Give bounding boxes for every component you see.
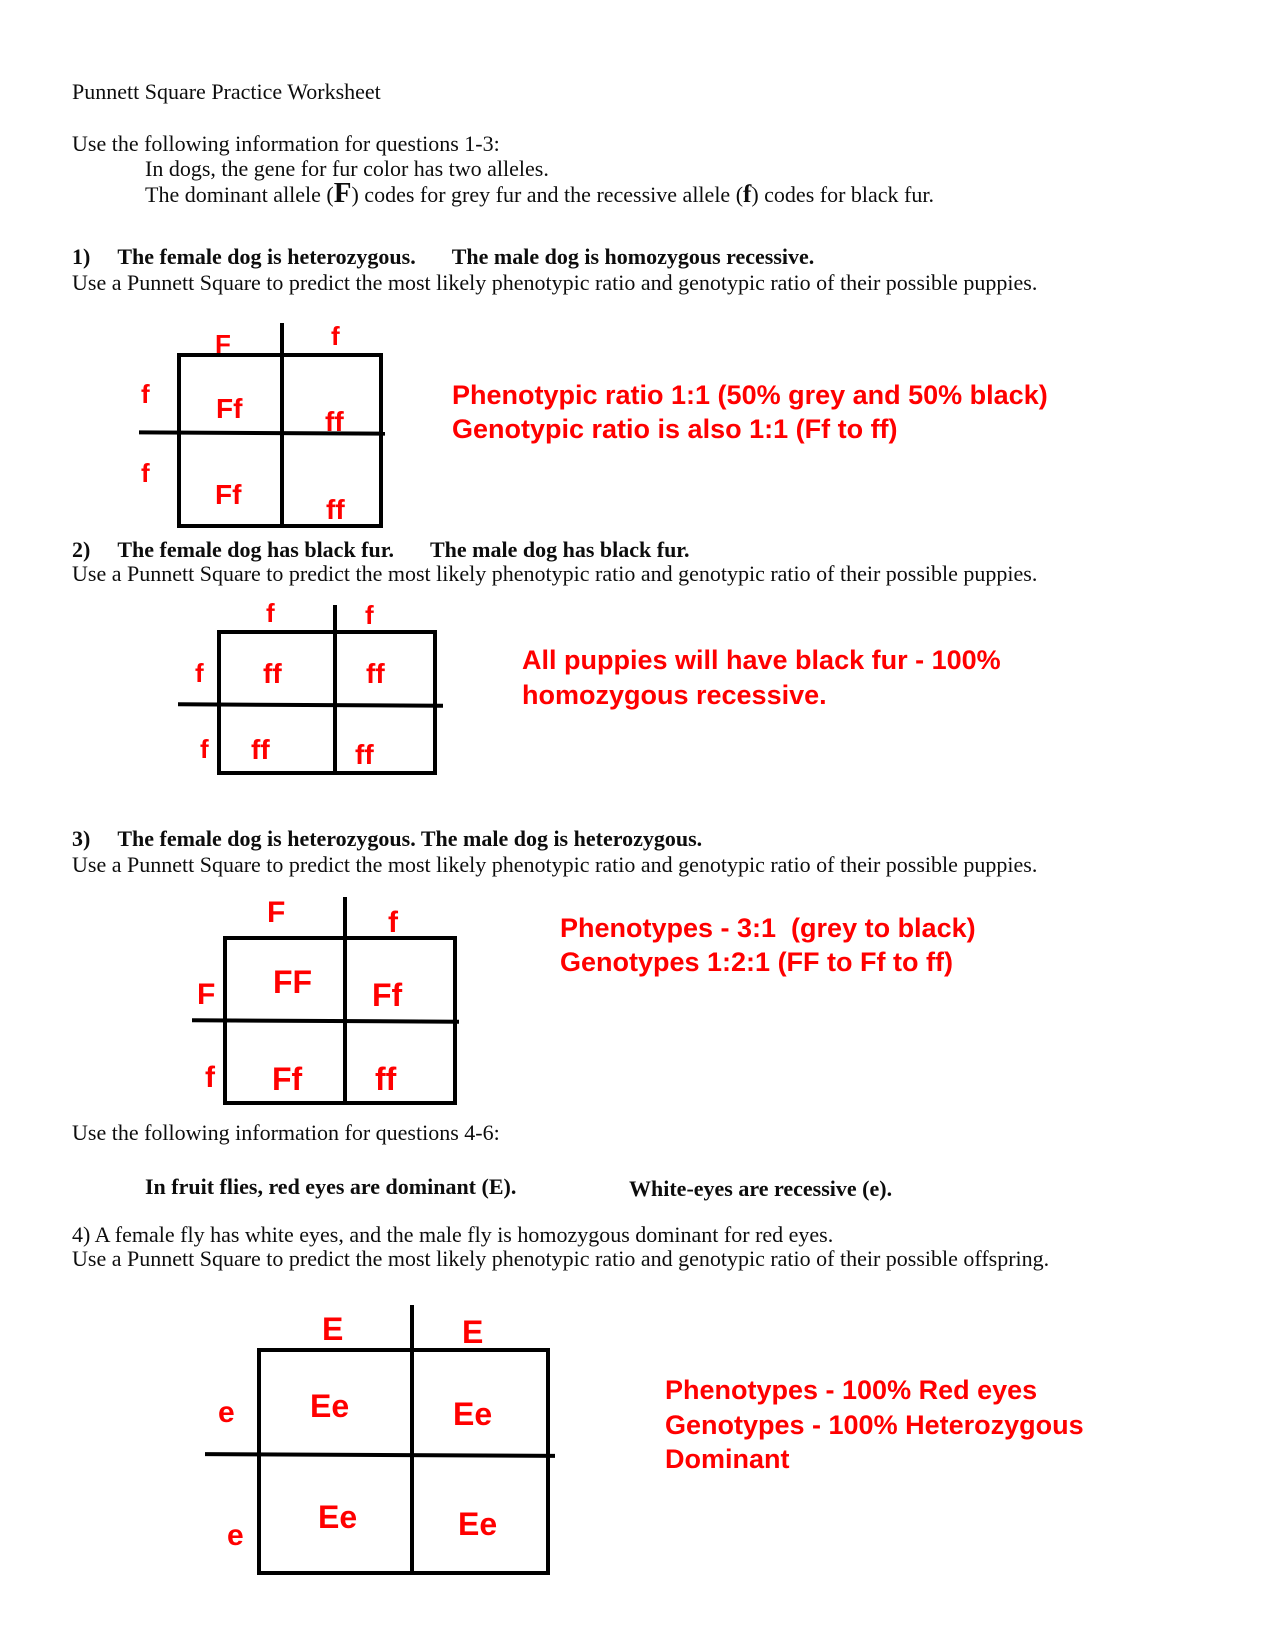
dominant-allele-symbol: F [333,177,352,209]
sq2-row-header-2: f [200,734,209,764]
sq2-cell-2-1: ff [251,734,270,765]
q4-answer-line-1: Phenotypes - 100% Red eyes [665,1375,1038,1405]
q2-instruction: Use a Punnett Square to predict the most likely phenotypic ratio and genotypic ratio of their possible puppies. [72,561,1038,586]
sq3-vertical-line [343,897,347,1105]
intro-line-3-post: ) codes for black fur. [751,182,934,207]
sq3-col-header-2: f [388,906,398,939]
flies-info-recessive: White-eyes are recessive (e). [629,1176,893,1201]
sq4-row-header-1: e [218,1396,235,1429]
page-title: Punnett Square Practice Worksheet [72,79,381,104]
q2-number: 2) [72,537,91,562]
q3-statement-1: The female dog is heterozygous. The male dog is heterozygous. [117,826,703,851]
sq3-row-header-1: F [197,978,216,1011]
sq1-vertical-line [280,323,284,528]
q2-statement-2: The male dog has black fur. [429,537,690,562]
sq3-cell-2-1: Ff [272,1061,303,1097]
punnett-square-1 [139,323,399,533]
q1-heading [72,244,814,269]
sq1-row-header-2: f [141,458,150,488]
q4-answer-line-3: Dominant [665,1444,790,1474]
sq4-col-header-1: E [322,1311,344,1347]
punnett-square-3 [192,897,472,1112]
q2-answer-line-2: homozygous recessive. [522,680,827,710]
q2-heading [72,537,690,562]
intro-line-3-mid: ) codes for grey fur and the recessive allele ( [351,182,744,207]
sq1-col-header-1: F [215,329,231,359]
sq2-cell-1-2: ff [366,658,385,689]
sq1-cell-2-1: Ff [215,479,242,510]
sq2-cell-1-1: ff [263,658,282,689]
sq3-cell-2-2: ff [375,1061,397,1097]
sq3-cell-1-1: FF [273,964,313,1000]
sq2-col-header-2: f [365,600,374,630]
flies-info-dominant: In fruit flies, red eyes are dominant (E). [145,1174,517,1199]
sq2-col-header-1: f [266,598,275,628]
sq4-row-header-2: e [227,1519,244,1552]
info-questions-4-6: Use the following information for questions 4-6: [72,1120,500,1145]
q1-statement-2: The male dog is homozygous recessive. [451,244,815,269]
sq4-cell-1-2: Ee [453,1396,493,1432]
q1-statement-1: The female dog is heterozygous. [117,244,416,269]
sq4-vertical-line [410,1305,414,1575]
punnett-square-2 [178,600,448,780]
q1-instruction: Use a Punnett Square to predict the most likely phenotypic ratio and genotypic ratio of their possible puppies. [72,270,1038,295]
q3-number: 3) [72,826,91,851]
q1-answer-line-2: Genotypic ratio is also 1:1 (Ff to ff) [452,414,898,444]
q3-heading [72,826,702,851]
q3-answer-line-1: Phenotypes - 3:1 (grey to black) [560,913,976,943]
sq4-cell-2-2: Ee [458,1506,498,1542]
sq2-vertical-line [333,605,337,775]
sq1-cell-1-2: ff [325,406,344,437]
q4-statement: 4) A female fly has white eyes, and the male fly is homozygous dominant for red eyes. [72,1222,834,1247]
sq1-cell-1-1: Ff [216,393,243,424]
q4-answer-line-2: Genotypes - 100% Heterozygous [665,1410,1084,1440]
intro-line-3 [145,177,934,209]
q1-answer-line-1: Phenotypic ratio 1:1 (50% grey and 50% black) [452,380,1048,410]
q3-instruction: Use a Punnett Square to predict the most likely phenotypic ratio and genotypic ratio of their possible puppies. [72,852,1038,877]
sq4-cell-1-1: Ee [310,1388,350,1424]
intro-line-3-pre: The dominant allele ( [145,182,334,207]
sq1-col-header-2: f [331,321,340,351]
sq3-cell-1-2: Ff [372,977,403,1013]
sq2-row-header-1: f [195,658,204,688]
sq3-col-header-1: F [267,896,286,929]
q3-answer-line-2: Genotypes 1:2:1 (FF to Ff to ff) [560,947,953,977]
sq3-row-header-2: f [205,1061,215,1094]
punnett-square-4 [205,1305,565,1580]
sq1-row-header-1: f [141,379,150,409]
intro-line-2: In dogs, the gene for fur color has two alleles. [145,156,549,181]
sq1-cell-2-2: ff [326,494,345,525]
recessive-allele-symbol: f [743,181,752,208]
sq4-cell-2-1: Ee [318,1499,358,1535]
q1-number: 1) [72,244,91,269]
sq1-horizontal-line [139,430,385,435]
q2-answer-line-1: All puppies will have black fur - 100% [522,645,1001,675]
sq4-col-header-2: E [462,1314,484,1350]
q4-instruction: Use a Punnett Square to predict the most likely phenotypic ratio and genotypic ratio of their possible offspring. [72,1246,1050,1271]
sq2-cell-2-2: ff [355,739,374,770]
sq4-box [257,1348,550,1575]
q2-statement-1: The female dog has black fur. [117,537,394,562]
intro-line-1: Use the following information for questions 1-3: [72,131,500,156]
